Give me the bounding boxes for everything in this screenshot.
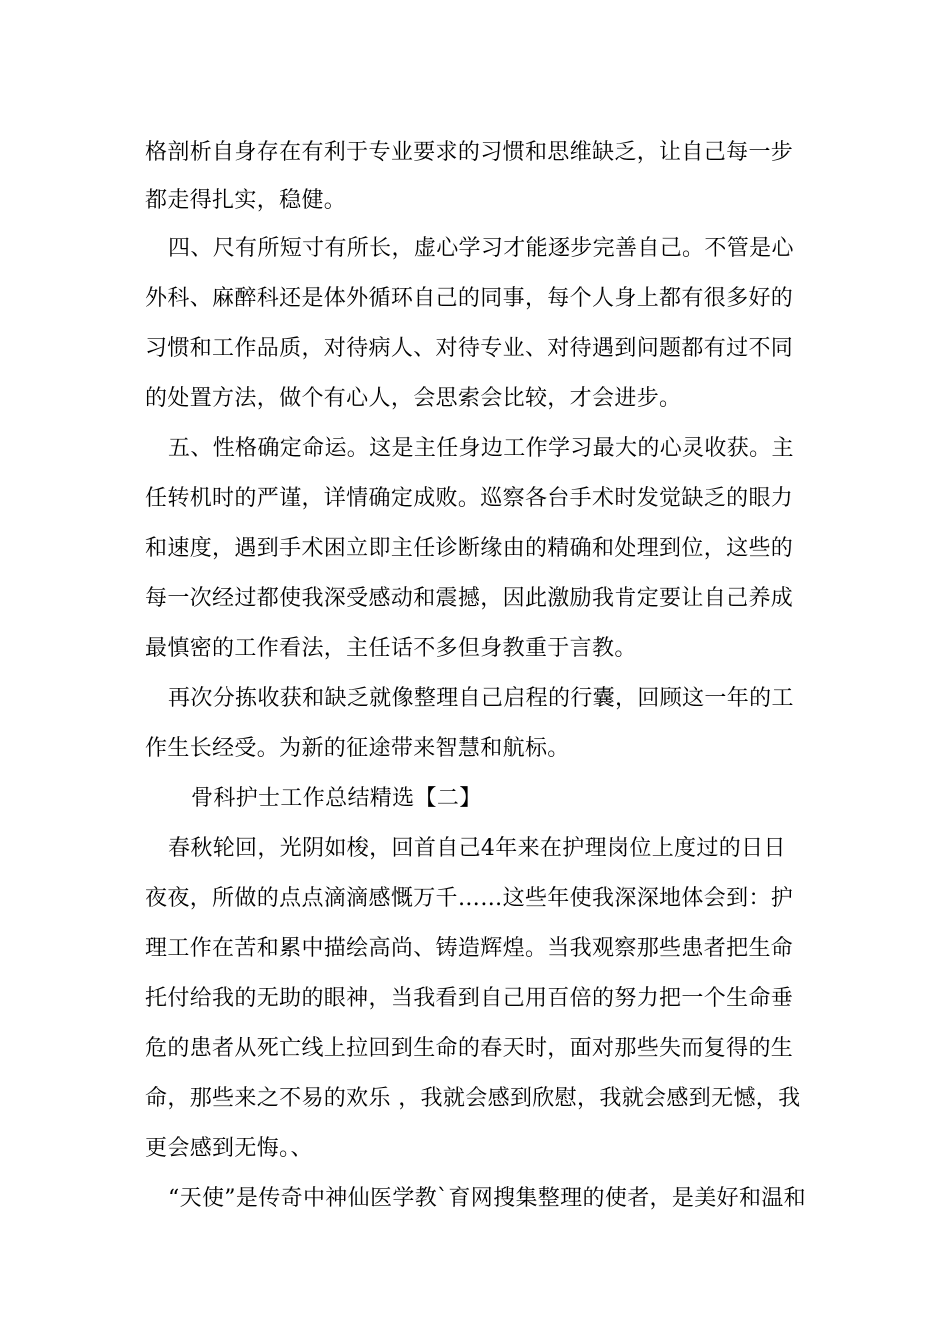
text-line: 和速度，遇到手术困立即主任诊断缘由的精确和处理到位，这些的	[145, 536, 794, 561]
text-line: 都走得扎实，稳健。	[145, 188, 347, 213]
text-line: 命，那些来之不易的欢乐 ，我就会感到欣慰，我就会感到无憾，我	[145, 1086, 801, 1111]
paragraph-line: 春秋轮回，光阴如梭，回首自己4年来在护理岗位上度过的日日	[168, 836, 786, 861]
text-line: 危的患者从死亡线上拉回到生命的春天时，面对那些失而复得的生	[145, 1036, 794, 1061]
text-line: 每一次经过都使我深受感动和震撼，因此激励我肯定要让自己养成	[145, 586, 794, 611]
section-four-line: 四、尺有所短寸有所长，虚心学习才能逐步完善自己。不管是心	[168, 236, 794, 261]
paragraph-line: “天使”是传奇中神仙医学教`育网搜集整理的使者，是美好和温和	[168, 1186, 806, 1211]
text-line: 理工作在苦和累中描绘高尚、铸造辉煌。当我观察那些患者把生命	[145, 936, 794, 961]
text-line: 任转机时的严谨，详情确定成败。巡察各台手术时发觉缺乏的眼力	[145, 486, 794, 511]
text-line: 托付给我的无助的眼神，当我看到自己用百倍的努力把一个生命垂	[145, 986, 794, 1011]
text-line: 格剖析自身存在有利于专业要求的习惯和思维缺乏，让自己每一步	[145, 140, 794, 165]
section-five-line: 五、性格确定命运。这是主任身边工作学习最大的心灵收获。主	[168, 436, 794, 461]
text-line: 外科、麻醉科还是体外循环自己的同事，每个人身上都有很多好的	[145, 286, 794, 311]
paragraph-line: 再次分拣收获和缺乏就像整理自己启程的行囊，回顾这一年的工	[168, 686, 794, 711]
text-line: 习惯和工作品质，对待病人、对待专业、对待遇到问题都有过不同	[145, 336, 794, 361]
text-line: 更会感到无悔。、	[145, 1136, 313, 1161]
text-line: 夜夜，所做的点点滴滴感慨万千……这些年使我深深地体会到：护	[145, 886, 794, 911]
section-heading: 骨科护士工作总结精选【二】	[191, 786, 482, 811]
text-line: 最慎密的工作看法，主任话不多但身教重于言教。	[145, 636, 637, 661]
text-line: 作生长经受。为新的征途带来智慧和航标。	[145, 736, 570, 761]
text-line: 的处置方法，做个有心人，会思索会比较，才会进步。	[145, 386, 682, 411]
